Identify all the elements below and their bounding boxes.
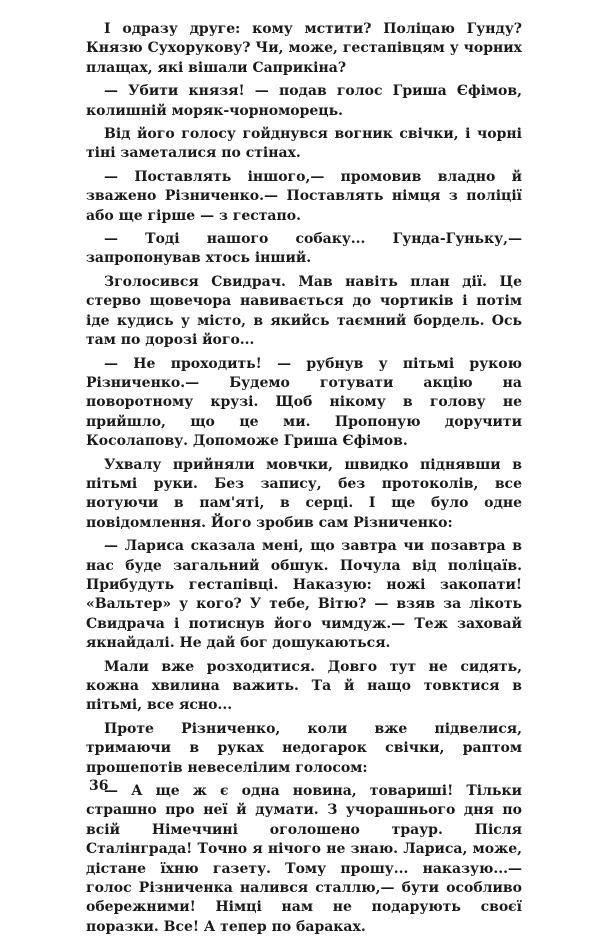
paragraph-12: — А ще ж є одна новина, товариші! Тільки страшно про неї й думати. З учорашнього дня по всій Німеччині оголошено траур. Після Сталінграда! Точно я нічого не знаю. Лариса, може, дістане їхню газету. Тому прошу... наказую...— голос Різниченка налився сталлю,— бути особливо обережними! Німці нам не подарують своєї поразки. Все! А тепер по бараках. [86, 783, 522, 935]
page-number: 36 [89, 778, 109, 794]
paragraph-2: — Убити князя! — подав голос Гриша Єфімов, колишній моряк-чорноморець. [86, 83, 522, 119]
paragraph-7: — Не проходить! — рубнув у пітьмі рукою Різниченко.— Будемо готувати акцію на поворотному крузі. Щоб нікому в голову не прийшло, що це ми. Пропоную доручити Косолапову. Допоможе Гриша Єфімов. [86, 355, 522, 450]
paragraph-9: — Лариса сказала мені, що завтра чи позавтра в нас буде загальний обшук. Почула від поліцаїв. Прибудуть гестапівці. Наказую: ножі закопати! «Вальтер» у кого? У тебе, Вітю? — взяв за лікоть Свидрача і потиснув його чимдуж.— Теж заховай якнайдалі. Не дай бог дошукаються. [86, 538, 522, 652]
paragraph-10: Мали вже розходитися. Довго тут не сидять, кожна хвилина важить. Та й нащо товктися в пітьмі, все ясно... [86, 658, 522, 714]
paragraph-4: — Поставлять іншого,— промовив владно й зважено Різниченко.— Поставлять німця з поліції або ще гірше — з гестапо. [86, 168, 522, 224]
paragraph-6: Зголосився Свидрач. Мав навіть план дії. Це стерво щовечора навивається до чортиків і потім іде кудись у місто, в якийсь таємний бордель. Ось там по дорозі його... [86, 273, 522, 349]
paragraph-3: Від його голосу гойднувся вогник свічки, і чорні тіні заметалися по стінах. [86, 126, 522, 162]
paragraph-1: І одразу друге: кому мстити? Поліцаю Гунду? Князю Сухорукову? Чи, може, гестапівцям у чорних плащах, які вішали Саприкіна? [86, 21, 522, 76]
paragraph-5: — Тоді нашого собаку... Гунда-Гуньку,— запропонував хтось інший. [86, 231, 522, 267]
paragraph-11: Проте Різниченко, коли вже підвелися, тримаючи в руках недогарок свічки, раптом прошепотів невеселілим голосом: [86, 720, 522, 776]
page-text [86, 20, 522, 941]
paragraph-8: Ухвалу прийняли мовчки, швидко піднявши в пітьмі руки. Без запису, без протоколів, все нотуючи в пам'яті, в серці. І ще було одне повідомлення. Його зробив сам Різниченко: [86, 456, 522, 531]
